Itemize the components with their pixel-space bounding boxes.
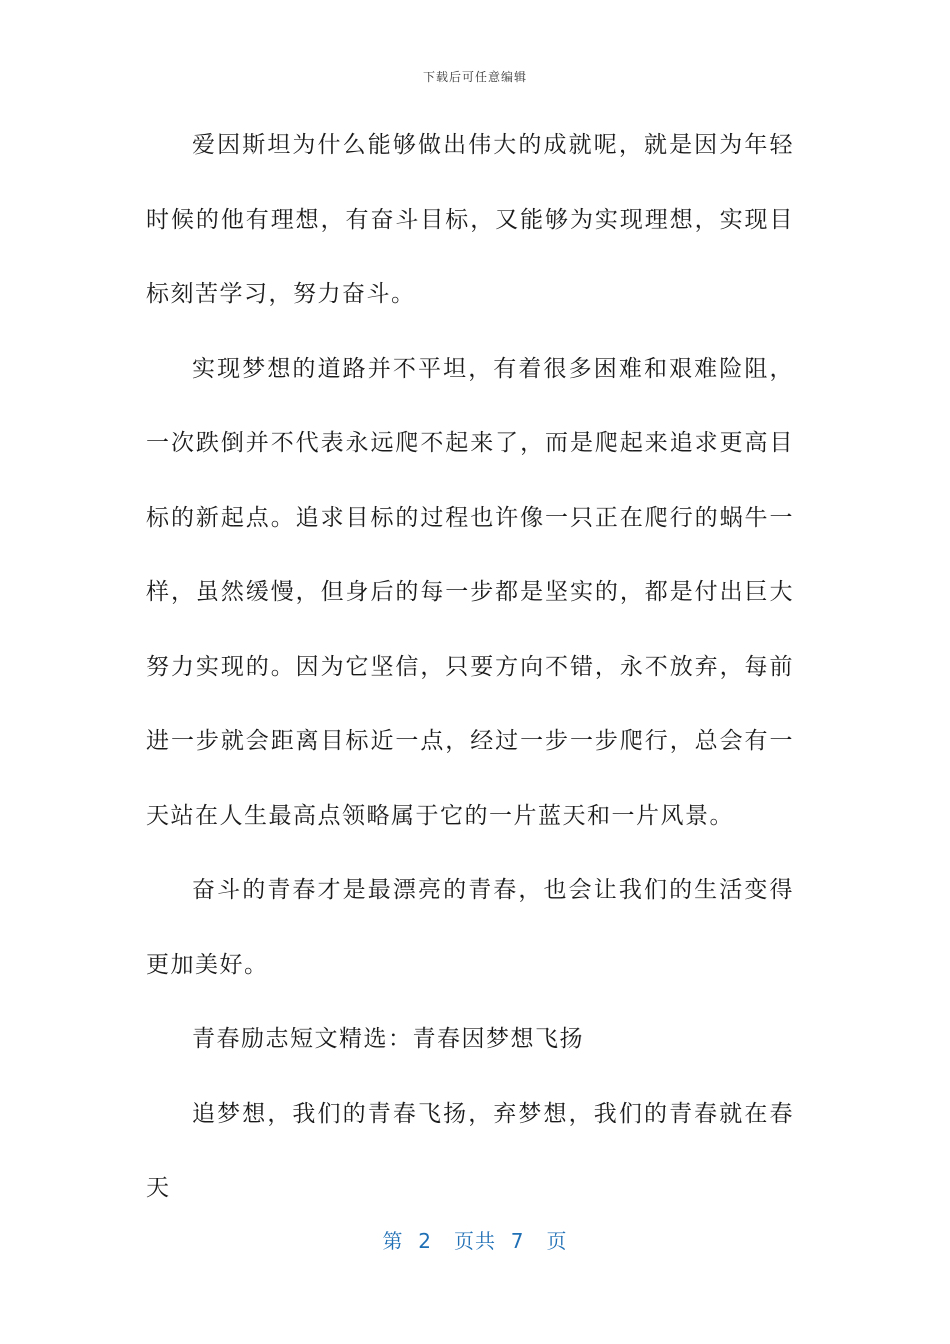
document-body: [146, 108, 794, 1226]
paragraph: 追梦想，我们的青春飞扬，弃梦想，我们的青春就在春天: [146, 1100, 794, 1201]
header-note: 下载后可任意编辑: [422, 70, 527, 84]
page-number-footer: 第 2 页共 7 页: [382, 1229, 568, 1253]
paragraph: 实现梦想的道路并不平坦，有着很多困难和艰难险阻，一次跌倒并不代表永远爬不起来了，而是爬起来追求更高目标的新起点。追求目标的过程也许像一只正在爬行的蜗牛一样，虽然缓慢，但身后的每一步都是坚实的，都是付出巨大努力实现的。因为它坚信，只要方向不错，永不放弃，每前进一步就会距离目标近一点，经过一步一步爬行，总会有一天站在人生最高点领略属于它的一片蓝天和一片风景。: [146, 355, 794, 829]
section-heading: 青春励志短文精选：青春因梦想飞扬: [192, 1026, 584, 1052]
paragraph: 奋斗的青春才是最漂亮的青春，也会让我们的生活变得更加美好。: [146, 877, 794, 978]
paragraph: 爱因斯坦为什么能够做出伟大的成就呢，就是因为年轻时候的他有理想，有奋斗目标，又能够为实现理想，实现目标刻苦学习，努力奋斗。: [146, 132, 794, 307]
